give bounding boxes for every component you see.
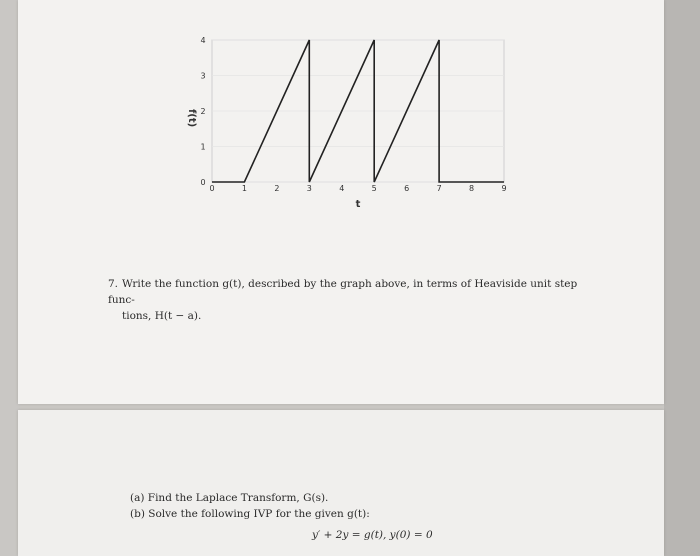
x-tick-label-4: 4 [339,184,345,193]
x-tick-label-7: 7 [436,184,442,193]
problem-number: 7. [108,278,119,290]
x-tick-label-2: 2 [274,184,280,193]
problem-7 [108,276,598,324]
x-tick-label-5: 5 [371,184,377,193]
y-tick-label-0: 0 [200,178,206,187]
y-tick-label-1: 1 [200,142,206,152]
y-tick-label-3: 3 [200,71,206,81]
x-tick-label-1: 1 [241,184,247,193]
problem-text-line-1: Write the function g(t), described by the graph above, in terms of Heaviside unit step func- [108,278,578,306]
x-tick-label-8: 8 [469,184,475,193]
x-axis-label: t [355,199,361,210]
x-tick-label-9: 9 [501,184,507,193]
y-axis-label: f(t) [186,108,197,128]
x-tick-label-3: 3 [306,184,312,193]
sub-parts [130,490,370,522]
x-tick-label-6: 6 [404,184,410,193]
ivp-equation: y′ + 2y = g(t), y(0) = 0 [312,529,433,541]
background-edge [664,0,700,556]
x-tick-label-0: 0 [209,184,215,193]
problem-line-1 [108,276,598,308]
problem-text-line-2: tions, H(t − a). [122,310,202,322]
graph-g-of-t [170,30,520,215]
x-tick-labels [209,184,506,193]
y-tick-label-2: 2 [200,107,206,116]
part-a: (a) Find the Laplace Transform, G(s). [130,492,329,504]
y-tick-label-4: 4 [200,36,206,45]
part-b: (b) Solve the following IVP for the given g(t): [130,508,370,520]
grid [212,40,504,182]
y-tick-labels [200,36,205,187]
